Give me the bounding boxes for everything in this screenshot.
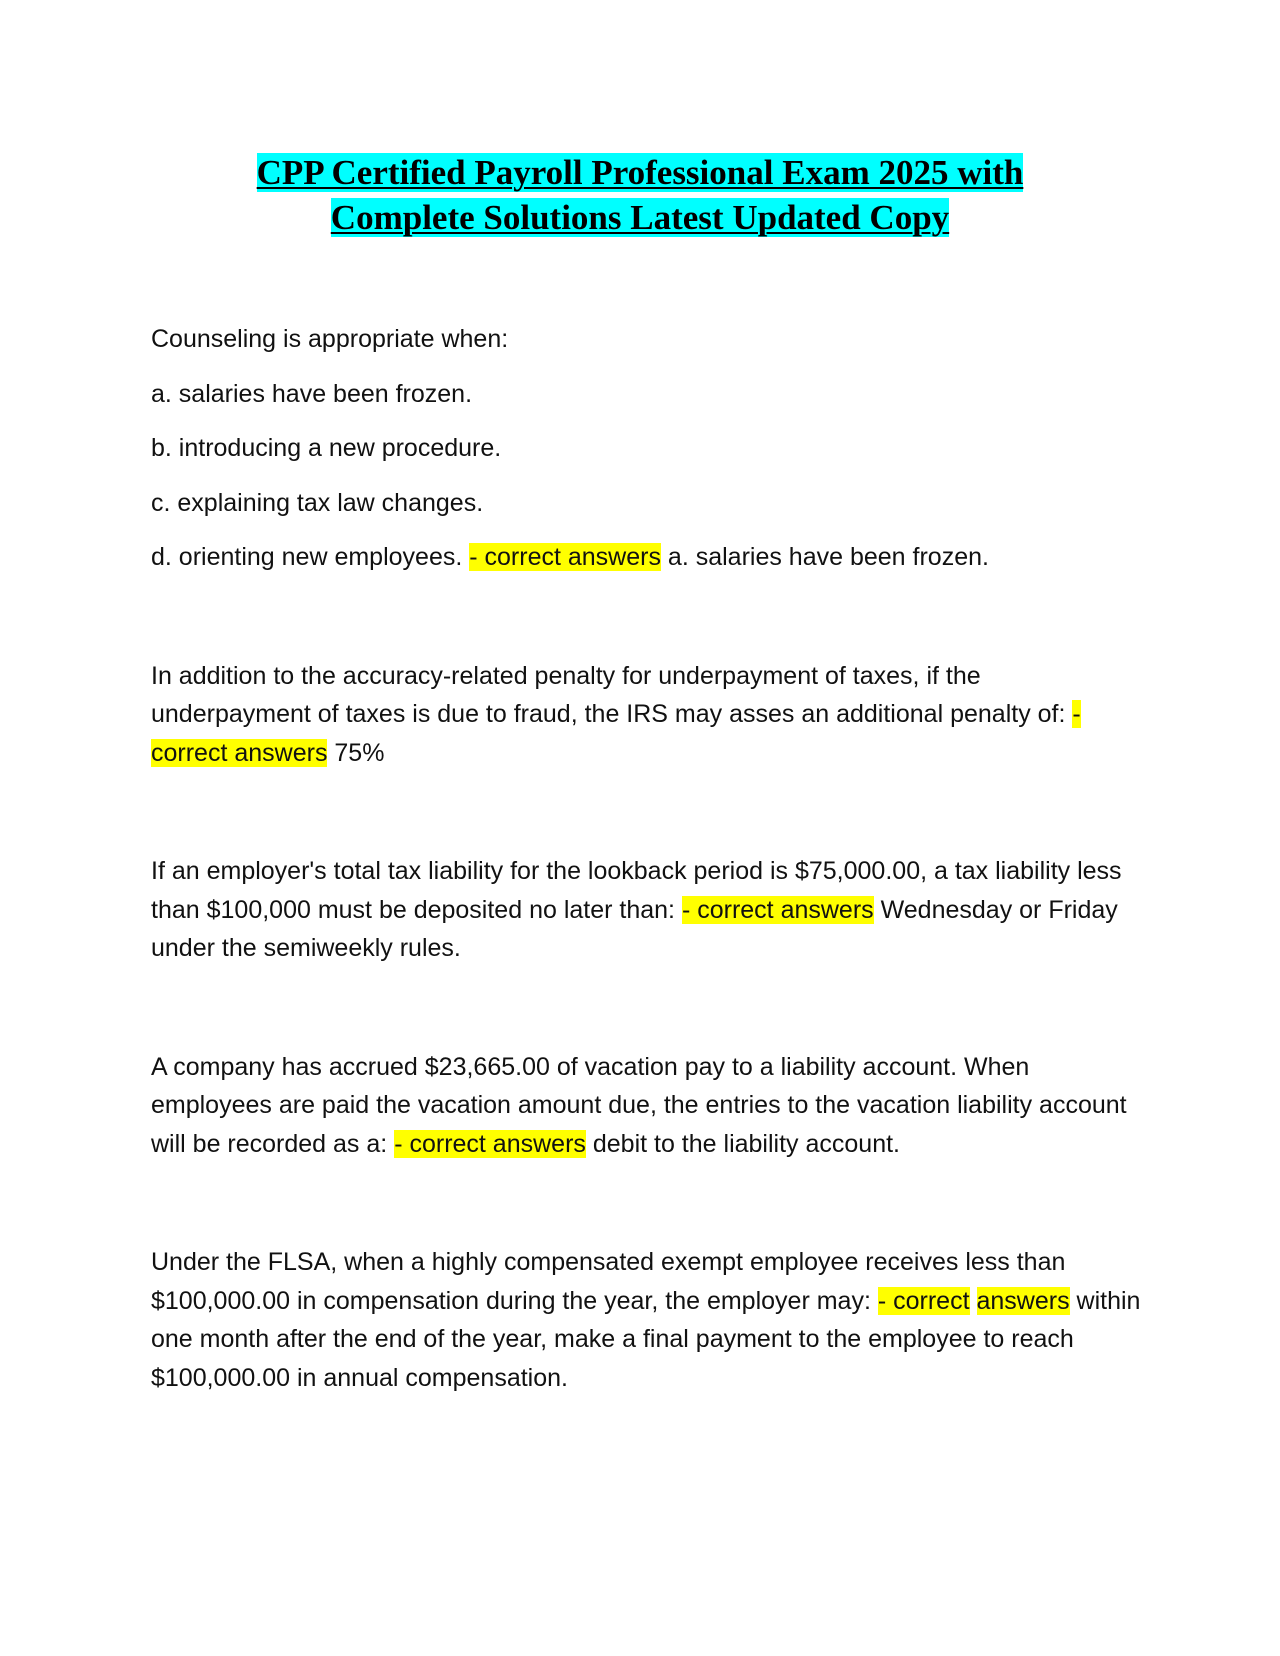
correct-answers-marker: - correct answers <box>469 543 661 571</box>
title-line-2: Complete Solutions Latest Updated Copy <box>330 198 950 237</box>
spacer <box>151 577 1141 657</box>
correct-answer: 75% <box>334 738 385 767</box>
spacer <box>151 772 1141 852</box>
question-text: A company has accrued $23,665.00 of vacation pay to a liability account. When employees are paid the vacation amount due, the entries to the vacation liability account will be recorded as a: <box>151 1052 1127 1158</box>
answer-option-d-line <box>151 538 1141 577</box>
correct-answer: debit to the liability account. <box>592 1129 900 1158</box>
question-block-3 <box>151 852 1141 968</box>
correct-answer: within one month after the end of the year, make a final payment to the employee to reach $100,000.00 in annual compensation. <box>151 1286 1141 1392</box>
question-block-5 <box>151 1243 1141 1397</box>
answer-option-c: c. explaining tax law changes. <box>151 488 484 517</box>
correct-answers-marker-part-2: answers <box>976 1286 1070 1315</box>
spacer <box>151 968 1141 1048</box>
correct-answers-marker: - correct answers <box>394 1129 586 1158</box>
answer-option-b: b. introducing a new procedure. <box>151 434 502 462</box>
document-body <box>151 320 1141 1397</box>
correct-answers-marker: - correct answers <box>681 895 874 924</box>
question-text: If an employer's total tax liability for the lookback period is $75,000.00, a tax liability less than $100,000 must be deposited no later than: <box>151 857 1122 924</box>
question-text: In addition to the accuracy-related penalty for underpayment of taxes, if the underpayment of taxes is due to fraud, the IRS may asses an additional penalty of: <box>151 661 1066 728</box>
question-block-1 <box>151 320 1141 577</box>
correct-answer: Wednesday or Friday under the semiweekly rules. <box>151 895 1118 962</box>
correct-answers-marker-part-1: - correct <box>877 1286 970 1315</box>
correct-answers-marker: - correct answers <box>151 700 1081 767</box>
question-text: Counseling is appropriate when: <box>151 325 509 353</box>
answer-option-a: a. salaries have been frozen. <box>151 379 473 408</box>
question-block-4 <box>151 1048 1141 1164</box>
question-text: Under the FLSA, when a highly compensated exempt employee receives less than $100,000.00 in compensation during the year, the employer may: <box>151 1248 1066 1315</box>
correct-answer: a. salaries have been frozen. <box>667 543 989 571</box>
question-block-2 <box>151 657 1141 773</box>
spacer <box>151 1163 1141 1243</box>
document-title <box>150 150 1130 240</box>
title-line-1: CPP Certified Payroll Professional Exam 2025 with <box>256 153 1024 192</box>
answer-option-d: d. orienting new employees. <box>151 543 463 571</box>
